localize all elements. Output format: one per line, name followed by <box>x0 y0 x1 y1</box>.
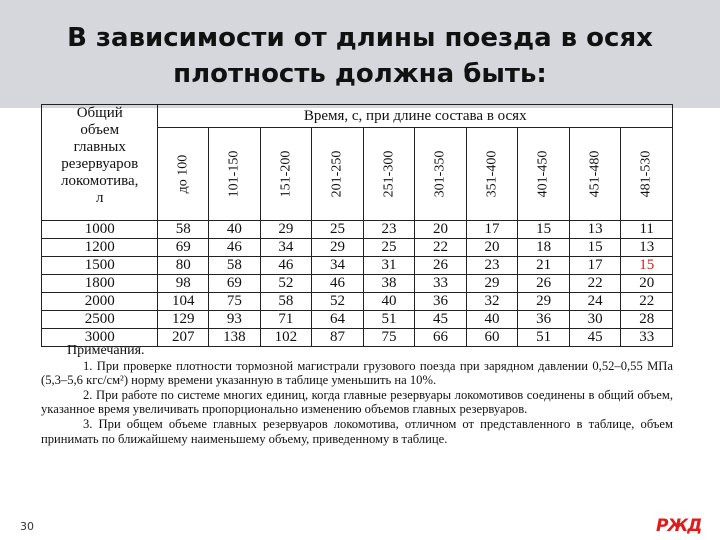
table-row <box>42 275 673 293</box>
column-header: 481-530 <box>621 128 673 221</box>
time-cell: 23 <box>466 257 518 275</box>
column-header: 251-300 <box>363 128 415 221</box>
time-cell: 52 <box>312 293 364 311</box>
time-cell: 36 <box>518 311 570 329</box>
time-cell: 34 <box>260 239 312 257</box>
column-header: 351-400 <box>466 128 518 221</box>
time-cell: 40 <box>363 293 415 311</box>
volume-cell: 1500 <box>42 257 158 275</box>
table-row <box>42 221 673 239</box>
volume-cell: 3000 <box>42 329 158 347</box>
time-cell: 98 <box>158 275 209 293</box>
table-row <box>42 311 673 329</box>
time-cell: 75 <box>209 293 261 311</box>
time-cell: 40 <box>209 221 261 239</box>
time-cell: 46 <box>312 275 364 293</box>
column-header: до 100 <box>158 128 209 221</box>
time-cell: 24 <box>569 293 621 311</box>
time-cell: 71 <box>260 311 312 329</box>
time-cell: 17 <box>569 257 621 275</box>
note-item-1: 1. При проверке плотности тормозной магистрали грузового поезда при зарядном давлении 0,52–0,55 МПа (5,3–5,6 кгс/см²) норму времени указанную в таблице уменьшить на 10%. <box>41 358 673 388</box>
volume-cell: 2000 <box>42 293 158 311</box>
time-cell: 25 <box>312 221 364 239</box>
time-cell: 58 <box>260 293 312 311</box>
time-cell: 18 <box>518 239 570 257</box>
time-cell: 104 <box>158 293 209 311</box>
time-cell: 17 <box>466 221 518 239</box>
volume-cell: 1200 <box>42 239 158 257</box>
time-cell: 87 <box>312 329 364 347</box>
notes-title: Примечания. <box>67 343 145 358</box>
volume-cell: 2500 <box>42 311 158 329</box>
note-item-2: 2. При работе по системе многих единиц, когда главные резервуары локомотивов соединены в общий объем, указанное время увеличивать пропорционально изменению объемов главных резервуаров. <box>41 387 673 417</box>
time-cell: 40 <box>466 311 518 329</box>
volume-column-header: Общий объем главных резервуаров локомотива, л <box>42 105 158 221</box>
time-cell: 11 <box>621 221 673 239</box>
time-cell: 138 <box>209 329 261 347</box>
time-cell: 207 <box>158 329 209 347</box>
time-cell: 32 <box>466 293 518 311</box>
time-cell: 93 <box>209 311 261 329</box>
pressure-time-table <box>41 104 673 347</box>
time-cell: 129 <box>158 311 209 329</box>
time-header: Время, с, при длине состава в осях <box>158 105 673 128</box>
table-row <box>42 239 673 257</box>
time-cell: 66 <box>415 329 467 347</box>
column-header: 101-150 <box>209 128 261 221</box>
table-row <box>42 293 673 311</box>
notes-section <box>41 344 673 446</box>
note-item-3: 3. При общем объеме главных резервуаров локомотива, отличном от представленного в таблице, объем принимать по ближайшему наименьшему объему, приведенному в таблице. <box>41 416 673 446</box>
pressure-time-table-container <box>41 104 673 347</box>
time-cell: 29 <box>466 275 518 293</box>
time-cell: 28 <box>621 311 673 329</box>
time-cell: 80 <box>158 257 209 275</box>
time-cell: 20 <box>415 221 467 239</box>
table-row <box>42 257 673 275</box>
time-cell: 38 <box>363 275 415 293</box>
time-cell: 60 <box>466 329 518 347</box>
time-cell: 15 <box>518 221 570 239</box>
time-cell: 22 <box>621 293 673 311</box>
time-cell: 31 <box>363 257 415 275</box>
slide-title: В зависимости от длины поезда в осях плотность должна быть: <box>67 23 653 89</box>
time-cell: 21 <box>518 257 570 275</box>
time-cell: 46 <box>260 257 312 275</box>
rzd-logo: РЖД <box>656 516 702 536</box>
time-cell: 23 <box>363 221 415 239</box>
time-cell: 29 <box>260 221 312 239</box>
time-cell: 13 <box>621 239 673 257</box>
time-cell: 20 <box>621 275 673 293</box>
time-cell: 30 <box>569 311 621 329</box>
time-cell: 33 <box>621 329 673 347</box>
time-cell: 51 <box>518 329 570 347</box>
time-cell: 33 <box>415 275 467 293</box>
time-cell: 34 <box>312 257 364 275</box>
column-header: 301-350 <box>415 128 467 221</box>
time-cell: 13 <box>569 221 621 239</box>
time-cell: 22 <box>415 239 467 257</box>
time-cell: 29 <box>312 239 364 257</box>
column-header: 451-480 <box>569 128 621 221</box>
column-header: 401-450 <box>518 128 570 221</box>
time-cell: 15 <box>569 239 621 257</box>
column-header: 201-250 <box>312 128 364 221</box>
column-header: 151-200 <box>260 128 312 221</box>
time-cell: 45 <box>569 329 621 347</box>
time-cell: 51 <box>363 311 415 329</box>
time-cell: 75 <box>363 329 415 347</box>
time-cell: 22 <box>569 275 621 293</box>
time-cell: 20 <box>466 239 518 257</box>
time-cell: 64 <box>312 311 364 329</box>
volume-cell: 1000 <box>42 221 158 239</box>
volume-cell: 1800 <box>42 275 158 293</box>
time-cell: 102 <box>260 329 312 347</box>
time-cell: 25 <box>363 239 415 257</box>
time-cell: 15 <box>621 257 673 275</box>
time-cell: 69 <box>209 275 261 293</box>
time-cell: 36 <box>415 293 467 311</box>
slide-number: 30 <box>20 520 34 533</box>
time-cell: 58 <box>209 257 261 275</box>
time-cell: 29 <box>518 293 570 311</box>
time-cell: 69 <box>158 239 209 257</box>
time-cell: 58 <box>158 221 209 239</box>
time-cell: 26 <box>415 257 467 275</box>
time-cell: 26 <box>518 275 570 293</box>
time-cell: 52 <box>260 275 312 293</box>
time-cell: 46 <box>209 239 261 257</box>
time-cell: 45 <box>415 311 467 329</box>
